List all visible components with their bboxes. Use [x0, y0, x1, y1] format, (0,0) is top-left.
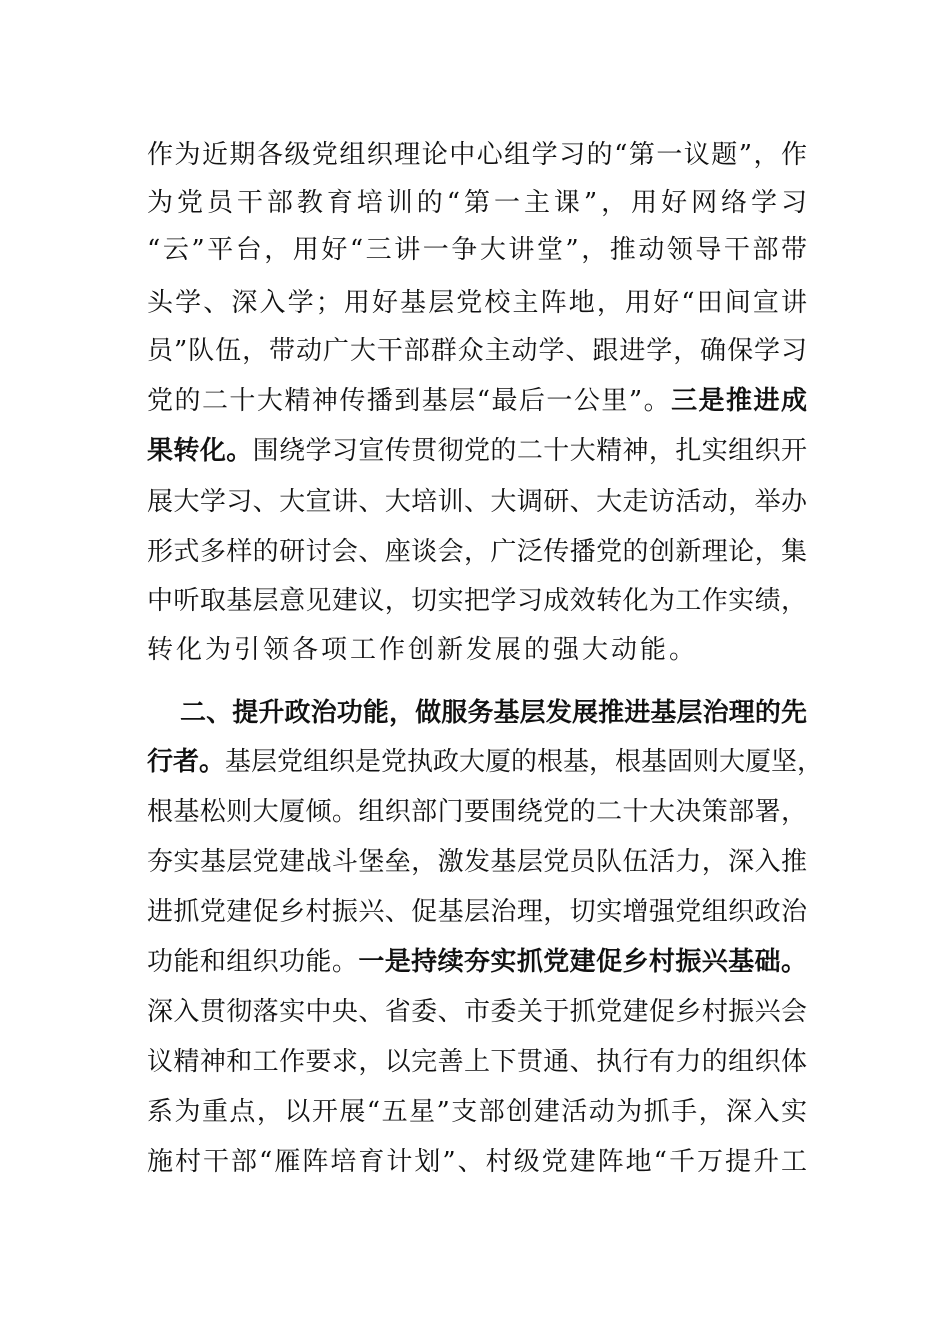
text-line: [147, 535, 807, 569]
text-line: [147, 584, 807, 618]
text-run: 党的二十大精神传播到基层“最后一公里”。: [147, 386, 672, 416]
text-line: [147, 1145, 807, 1179]
text-line: [147, 434, 807, 468]
bold-text-run: 一是持续夯实抓党建促乡村振兴基础。: [358, 947, 807, 977]
text-line: [147, 745, 824, 779]
text-run: “云”平台，用好“三讲一争大讲堂”，推动领导干部带: [147, 235, 807, 265]
section-heading-line: [180, 696, 807, 730]
text-line: [147, 485, 807, 519]
text-line: [147, 286, 807, 320]
text-line: [147, 945, 807, 979]
text-line: [147, 334, 807, 368]
section-heading: 二、提升政治功能，做服务基层发展推进基层治理的先: [180, 698, 807, 728]
text-line: [147, 895, 807, 929]
text-line: [147, 1095, 807, 1129]
text-run: 形式多样的研讨会、座谈会，广泛传播党的创新理论，集: [147, 537, 807, 567]
text-line: [147, 384, 807, 418]
text-line: [147, 845, 807, 879]
text-run: 议精神和工作要求，以完善上下贯通、执行有力的组织体: [147, 1047, 807, 1077]
text-run: 转化为引领各项工作创新发展的强大动能。: [147, 635, 699, 665]
text-run: 头学、深入学；用好基层党校主阵地，用好“田间宣讲: [147, 288, 807, 318]
text-run: 中听取基层意见建议，切实把学习成效转化为工作实绩，: [147, 586, 807, 616]
text-run: 夯实基层党建战斗堡垒，激发基层党员队伍活力，深入推: [147, 847, 807, 877]
text-run: 功能和组织功能。: [147, 947, 359, 977]
bold-text-run: 三是推进成: [671, 386, 807, 416]
bold-text-run: 行者。: [147, 747, 226, 777]
text-run: 进抓党建促乡村振兴、促基层治理，切实增强党组织政治: [147, 897, 807, 927]
text-run: 为党员干部教育培训的“第一主课”，用好网络学习: [147, 188, 807, 218]
text-line: [147, 233, 807, 267]
text-line: [147, 633, 807, 667]
text-line: [147, 186, 807, 220]
text-run: 深入贯彻落实中央、省委、市委关于抓党建促乡村振兴会: [147, 997, 807, 1027]
text-line: [147, 795, 807, 829]
text-line: [147, 1045, 807, 1079]
text-run: 围绕学习宣传贯彻党的二十大精神，扎实组织开: [252, 436, 807, 466]
text-run: 施村干部“雁阵培育计划”、村级党建阵地“千万提升工: [147, 1147, 807, 1177]
text-run: 员”队伍，带动广大干部群众主动学、跟进学，确保学习: [147, 336, 807, 366]
text-run: 作为近期各级党组织理论中心组学习的“第一议题”，作: [147, 140, 807, 170]
text-line: [147, 138, 807, 172]
text-line: [147, 995, 807, 1029]
text-run: 基层党组织是党执政大厦的根基，根基固则大厦坚，: [225, 747, 824, 777]
text-run: 根基松则大厦倾。组织部门要围绕党的二十大决策部署，: [147, 797, 807, 827]
bold-text-run: 果转化。: [147, 436, 253, 466]
text-run: 系为重点，以开展“五星”支部创建活动为抓手，深入实: [147, 1097, 807, 1127]
text-run: 展大学习、大宣讲、大培训、大调研、大走访活动，举办: [147, 487, 807, 517]
